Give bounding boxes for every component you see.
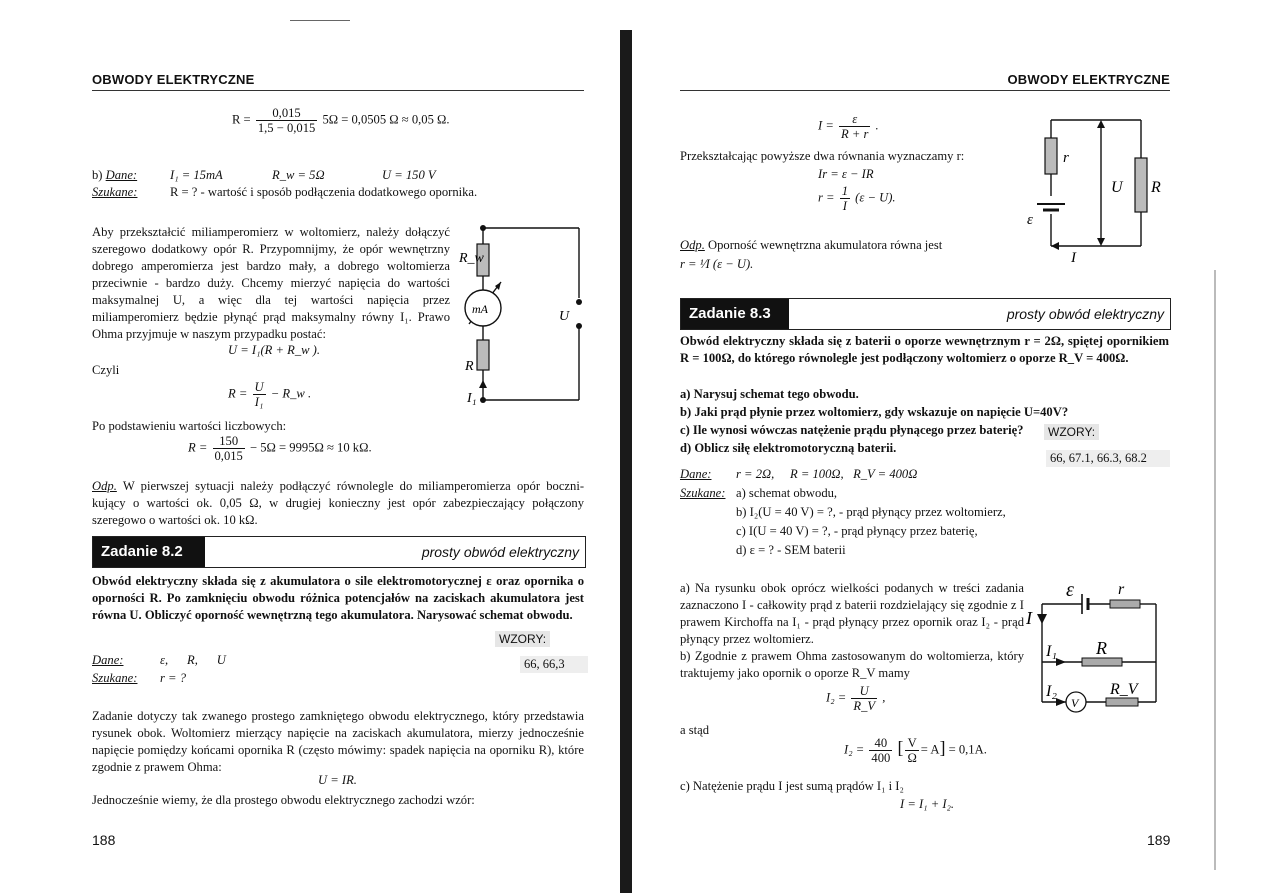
label-r: R (465, 359, 474, 374)
zadanie-tag: Zadanie 8.2 (93, 537, 205, 567)
question-d: d) Oblicz siłę elektromotoryczną baterii. (680, 441, 897, 455)
equation-r-shunt: R = $\frac{0,015}{1,5 - 0,015}$ 5Ω = 0,0505 Ω ≈ 0,05 Ω. (232, 106, 450, 135)
odp-left: Odp. W pierwszej sytuacji należy podłączyć równolegle do miliamperomierza opór boczni- kujący o wartości ok. 0,05 Ω, w drugiej konieczny jest opór zabezpieczający połączony szeregowo o wartości ok. 10 kΩ. (92, 479, 585, 527)
zadanie-type: prosty obwód elektryczny (1006, 306, 1164, 322)
zadanie-8-2-text: Obwód elektryczny składa się z akumulatora o sile elektromotorycznej ε oraz opornika o oporności R. Po zamknięciu obwodu różnica potencjałów na zaciskach akumulatora jest równa U. Obliczyć oporność wewnętrzną tego akumulatora. Narysować schemat obwodu. (92, 574, 584, 622)
label-i: I (1071, 250, 1076, 266)
paragraph-formula: Jednocześnie wiemy, że dla prostego obwodu elektrycznego zachodzi wzór: (92, 793, 475, 807)
odp-right: Odp. Oporność wewnętrzna akumulatora równa jest (680, 238, 943, 252)
czyli-text: Czyli (92, 363, 120, 377)
zadanie-type: prosty obwód elektryczny (421, 544, 579, 560)
given-rw: R_w = 5Ω (272, 168, 325, 182)
wzory-label: WZORY: (495, 631, 550, 647)
odp-equation: r = ¹⁄I (ε − U). (680, 257, 754, 271)
label-i1: I₁ (467, 391, 477, 406)
equation-i2: I₂ = $\frac{U}{R\_V}$ , (826, 684, 886, 713)
label-i: I (1026, 608, 1032, 628)
question-c: c) Ile wynosi wówczas natężenie prądu płynącego przez baterię? (680, 423, 1024, 437)
resistor-r (477, 340, 489, 370)
wzory-values: 66, 66,3 (520, 656, 588, 673)
equation-i2-num: I₂ = $\frac{40}{400}$ [ $\frac{V}{\Omega}$ = A] = 0,1A. (844, 736, 987, 765)
paragraph-circuit: Zadanie dotyczy tak zwanego prostego zamkniętego obwodu elektrycznego, który przedstawia rysunek obok. Woltomierz mierzący napięcie na zaciskach akumulatora, mierzy jednocześnie napięcie pomiędzy końcami opornika R (często mówimy: spadek napięcia na oporniku R), które zgodnie z prawem Ohma: (92, 709, 584, 774)
figure-parallel-circuit (1026, 578, 1166, 718)
label-ma: mA (472, 302, 488, 316)
dane-label: Dane: (680, 467, 712, 481)
szukane-b: b) I₂(U = 40 V) = ?, - prąd płynący przez woltomierz, (736, 505, 1006, 519)
top-mark (290, 20, 350, 21)
zadanie-8-3-text: Obwód elektryczny składa się z baterii o oporze wewnętrznym r = 2Ω, spiętej opornikiem R = 100Ω, do którego równolegle jest podłączony woltomierz o oporze R_V = 400Ω. (680, 334, 1169, 365)
left-page (0, 0, 625, 893)
szukane-c: c) I(U = 40 V) = ?, - prąd płynący przez baterię, (736, 524, 978, 538)
equation-i: I = $\frac{\varepsilon}{R + r}$ . (818, 112, 879, 141)
szukane-label: Szukane: (680, 486, 726, 500)
question-b: b) Jaki prąd płynie przez woltomierz, gdy wskazuje on napięcie U=40V? (680, 405, 1069, 419)
label-u: U (559, 309, 570, 324)
a-stad: a stąd (680, 723, 710, 737)
equation-r-num: R = $\frac{150}{0,015}$ − 5Ω = 9995Ω ≈ 10 kΩ. (188, 434, 372, 463)
dane-values: ε, R, U (160, 653, 226, 667)
label-u: U (1111, 179, 1123, 196)
szukane-label-2: Szukane: (92, 671, 138, 685)
szukane-d: d) ε = ? - SEM baterii (736, 543, 846, 557)
zadanie-8-3-banner (680, 298, 1171, 330)
zadanie-8-2-banner (92, 536, 586, 568)
paragraph-voltmeter: Aby przekształcić miliamperomierz w woltomierz, należy dołączyć szeregowo dodatkowy opór R. Przypomnijmy, że opór wewnętrzny dobrego amperomierza jest bardzo mały, a dobrego woltomierza przeciwnie - bardzo duży. Chcemy mierzyć napięcia do wartości maksymalnej U, a więc dla tej wartości napięcia przez miliamperomierz będzie płynąć prąd maksymalny równy I₁. Prawo Ohma przyjmuje w naszym przypadku postać: (92, 225, 450, 341)
equation-sum: I = I₁ + I₂. (900, 797, 955, 811)
szukane-value: r = ? (160, 671, 186, 685)
paragraph-a: a) Na rysunku obok oprócz wielkości podanych w treści zadania zaznaczono I - całkowity prąd z baterii rozdzielający się zgodnie z I prawem Kirchoffa na I₁ - prąd płynący przez opornik oraz I₂ - prąd płynący przez woltomierz. (680, 581, 1024, 646)
equation-r: r = $\frac{1}{I}$ (ε − U). (818, 184, 896, 213)
equation-ir: Ir = ε − IR (818, 167, 874, 181)
page-header: OBWODY ELEKTRYCZNE (92, 72, 255, 87)
label-rw: R_w (459, 251, 484, 266)
label-i1: I₁ (1046, 643, 1057, 660)
header-rule (92, 90, 584, 91)
przeksztalcajac: Przekształcając powyższe dwa równania wyznaczamy r: (680, 149, 965, 163)
dane-values: r = 2Ω, R = 100Ω, R_V = 400Ω (736, 467, 918, 481)
equation-ur: U = IR. (318, 773, 357, 787)
equation-r: R = $\frac{U}{\text{I₁}}$ − R_w . (228, 380, 312, 409)
label-r-big: R (1151, 179, 1161, 196)
szukane-a: a) schemat obwodu, (736, 486, 838, 500)
szukane-r: R = ? - wartość i sposób podłączenia dodatkowego opornika. (170, 185, 478, 199)
page-header: OBWODY ELEKTRYCZNE (1007, 72, 1170, 87)
dane-label: Dane: (92, 653, 124, 667)
paragraph-c: c) Natężenie prądu I jest sumą prądów I₁ i I₂ (680, 779, 904, 793)
label-r: R (1096, 638, 1107, 658)
po-podstawieniu: Po podstawieniu wartości liczbowych: (92, 419, 287, 433)
paragraph-b: b) Zgodnie z prawem Ohma zastosowanym do woltomierza, który traktujemy jako opornik o oporze R_V mamy (680, 649, 1024, 680)
given-i1: I₁ = 15mA (170, 168, 223, 182)
given-b: b) Dane: (92, 168, 138, 182)
resistor-r (1082, 658, 1122, 666)
question-a: a) Narysuj schemat tego obwodu. (680, 387, 859, 401)
header-rule (680, 90, 1170, 91)
label-i2: I₂ (1046, 683, 1057, 700)
wzory-values: 66, 67.1, 66.3, 68.2 (1046, 450, 1170, 467)
right-page (638, 0, 1263, 893)
label-eps: ε (1066, 579, 1074, 601)
given-u: U = 150 V (382, 168, 436, 182)
szukane-label: Szukane: (92, 185, 138, 199)
zadanie-tag: Zadanie 8.3 (681, 299, 789, 329)
resistor-rv (1106, 698, 1138, 706)
label-r-small: r (1118, 581, 1125, 598)
label-eps: ε (1027, 212, 1033, 228)
page-number: 189 (1147, 832, 1171, 848)
wzory-label: WZORY: (1044, 424, 1099, 440)
label-v: V (1071, 696, 1079, 710)
figure-ma-voltmeter (455, 220, 595, 420)
resistor-r-load (1135, 158, 1147, 212)
page-number: 188 (92, 832, 116, 848)
label-r-small: r (1063, 150, 1069, 166)
equation-ohm: U = I₁(R + R_w ). (228, 343, 321, 357)
resistor-r-internal (1045, 138, 1057, 174)
resistor-r-internal (1110, 600, 1140, 608)
label-rv: R_V (1110, 681, 1138, 698)
figure-simple-circuit (1023, 110, 1173, 270)
